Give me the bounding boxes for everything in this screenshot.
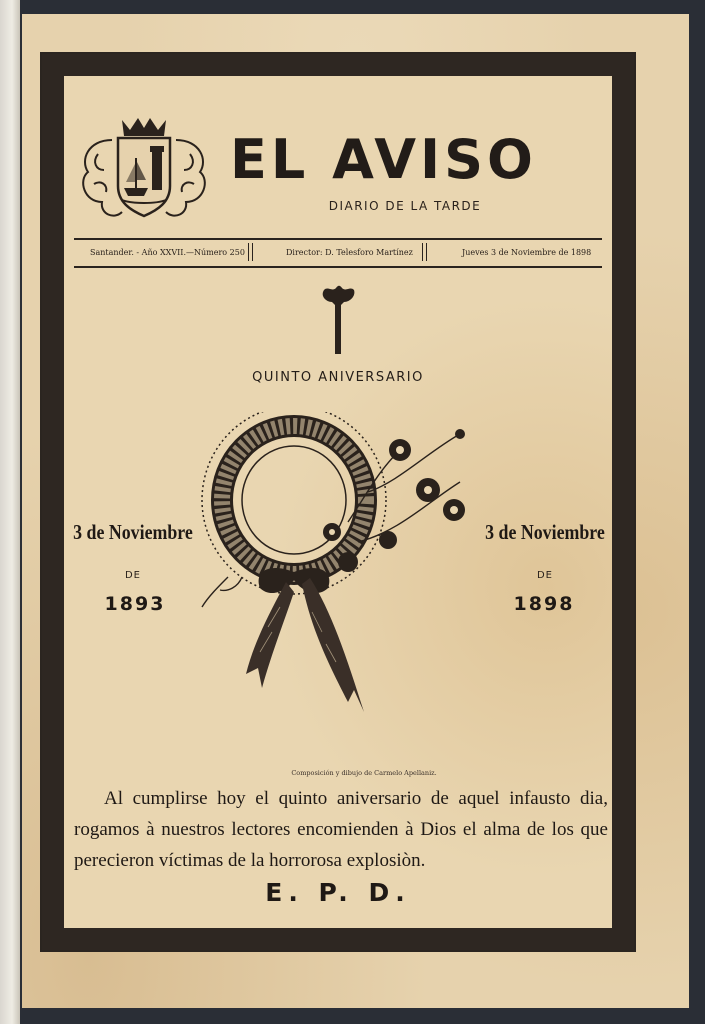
left-year: 1893	[104, 593, 166, 615]
memorial-wreath-icon	[198, 412, 478, 762]
memorial-message	[74, 783, 608, 876]
director-name: Director: D. Telesforo Martínez	[286, 248, 413, 257]
newspaper-masthead: EL AVISO	[230, 128, 537, 191]
illustration-credit: Composición y dibujo de Carmelo Apellaniz.	[291, 769, 437, 777]
right-date-connector: DE	[536, 570, 554, 581]
info-separator	[422, 243, 427, 261]
memorial-message-text: Al cumplirse hoy el quinto aniversario de aquel infausto dia, rogamos à nuestros lectores encomienden à Dios el alma de los que perecieron víctimas de la horrorosa explosiòn.	[74, 788, 608, 871]
newspaper-subtitle: DIARIO DE LA TARDE	[328, 199, 482, 213]
mourning-border-left	[42, 54, 64, 950]
left-date-connector: DE	[124, 570, 142, 581]
mourning-border-bottom	[42, 928, 634, 950]
epd-signoff: E. P. D.	[265, 878, 411, 907]
left-date-text: 3 de Noviembre	[73, 520, 193, 544]
mourning-border-top	[42, 54, 634, 76]
adjacent-page-edge	[0, 0, 20, 1024]
anniversary-heading: QUINTO ANIVERSARIO	[252, 370, 424, 385]
right-date-text: 3 de Noviembre	[485, 520, 605, 544]
memorial-cross-icon	[318, 284, 358, 356]
coat-of-arms-icon	[74, 110, 214, 226]
info-separator	[248, 243, 253, 261]
right-year: 1898	[513, 593, 575, 615]
issue-info-bar	[74, 238, 602, 268]
issue-number: Santander. - Año XXVII.—Número 250	[90, 248, 245, 257]
issue-date: Jueves 3 de Noviembre de 1898	[462, 248, 592, 257]
mourning-border-right	[612, 54, 634, 950]
